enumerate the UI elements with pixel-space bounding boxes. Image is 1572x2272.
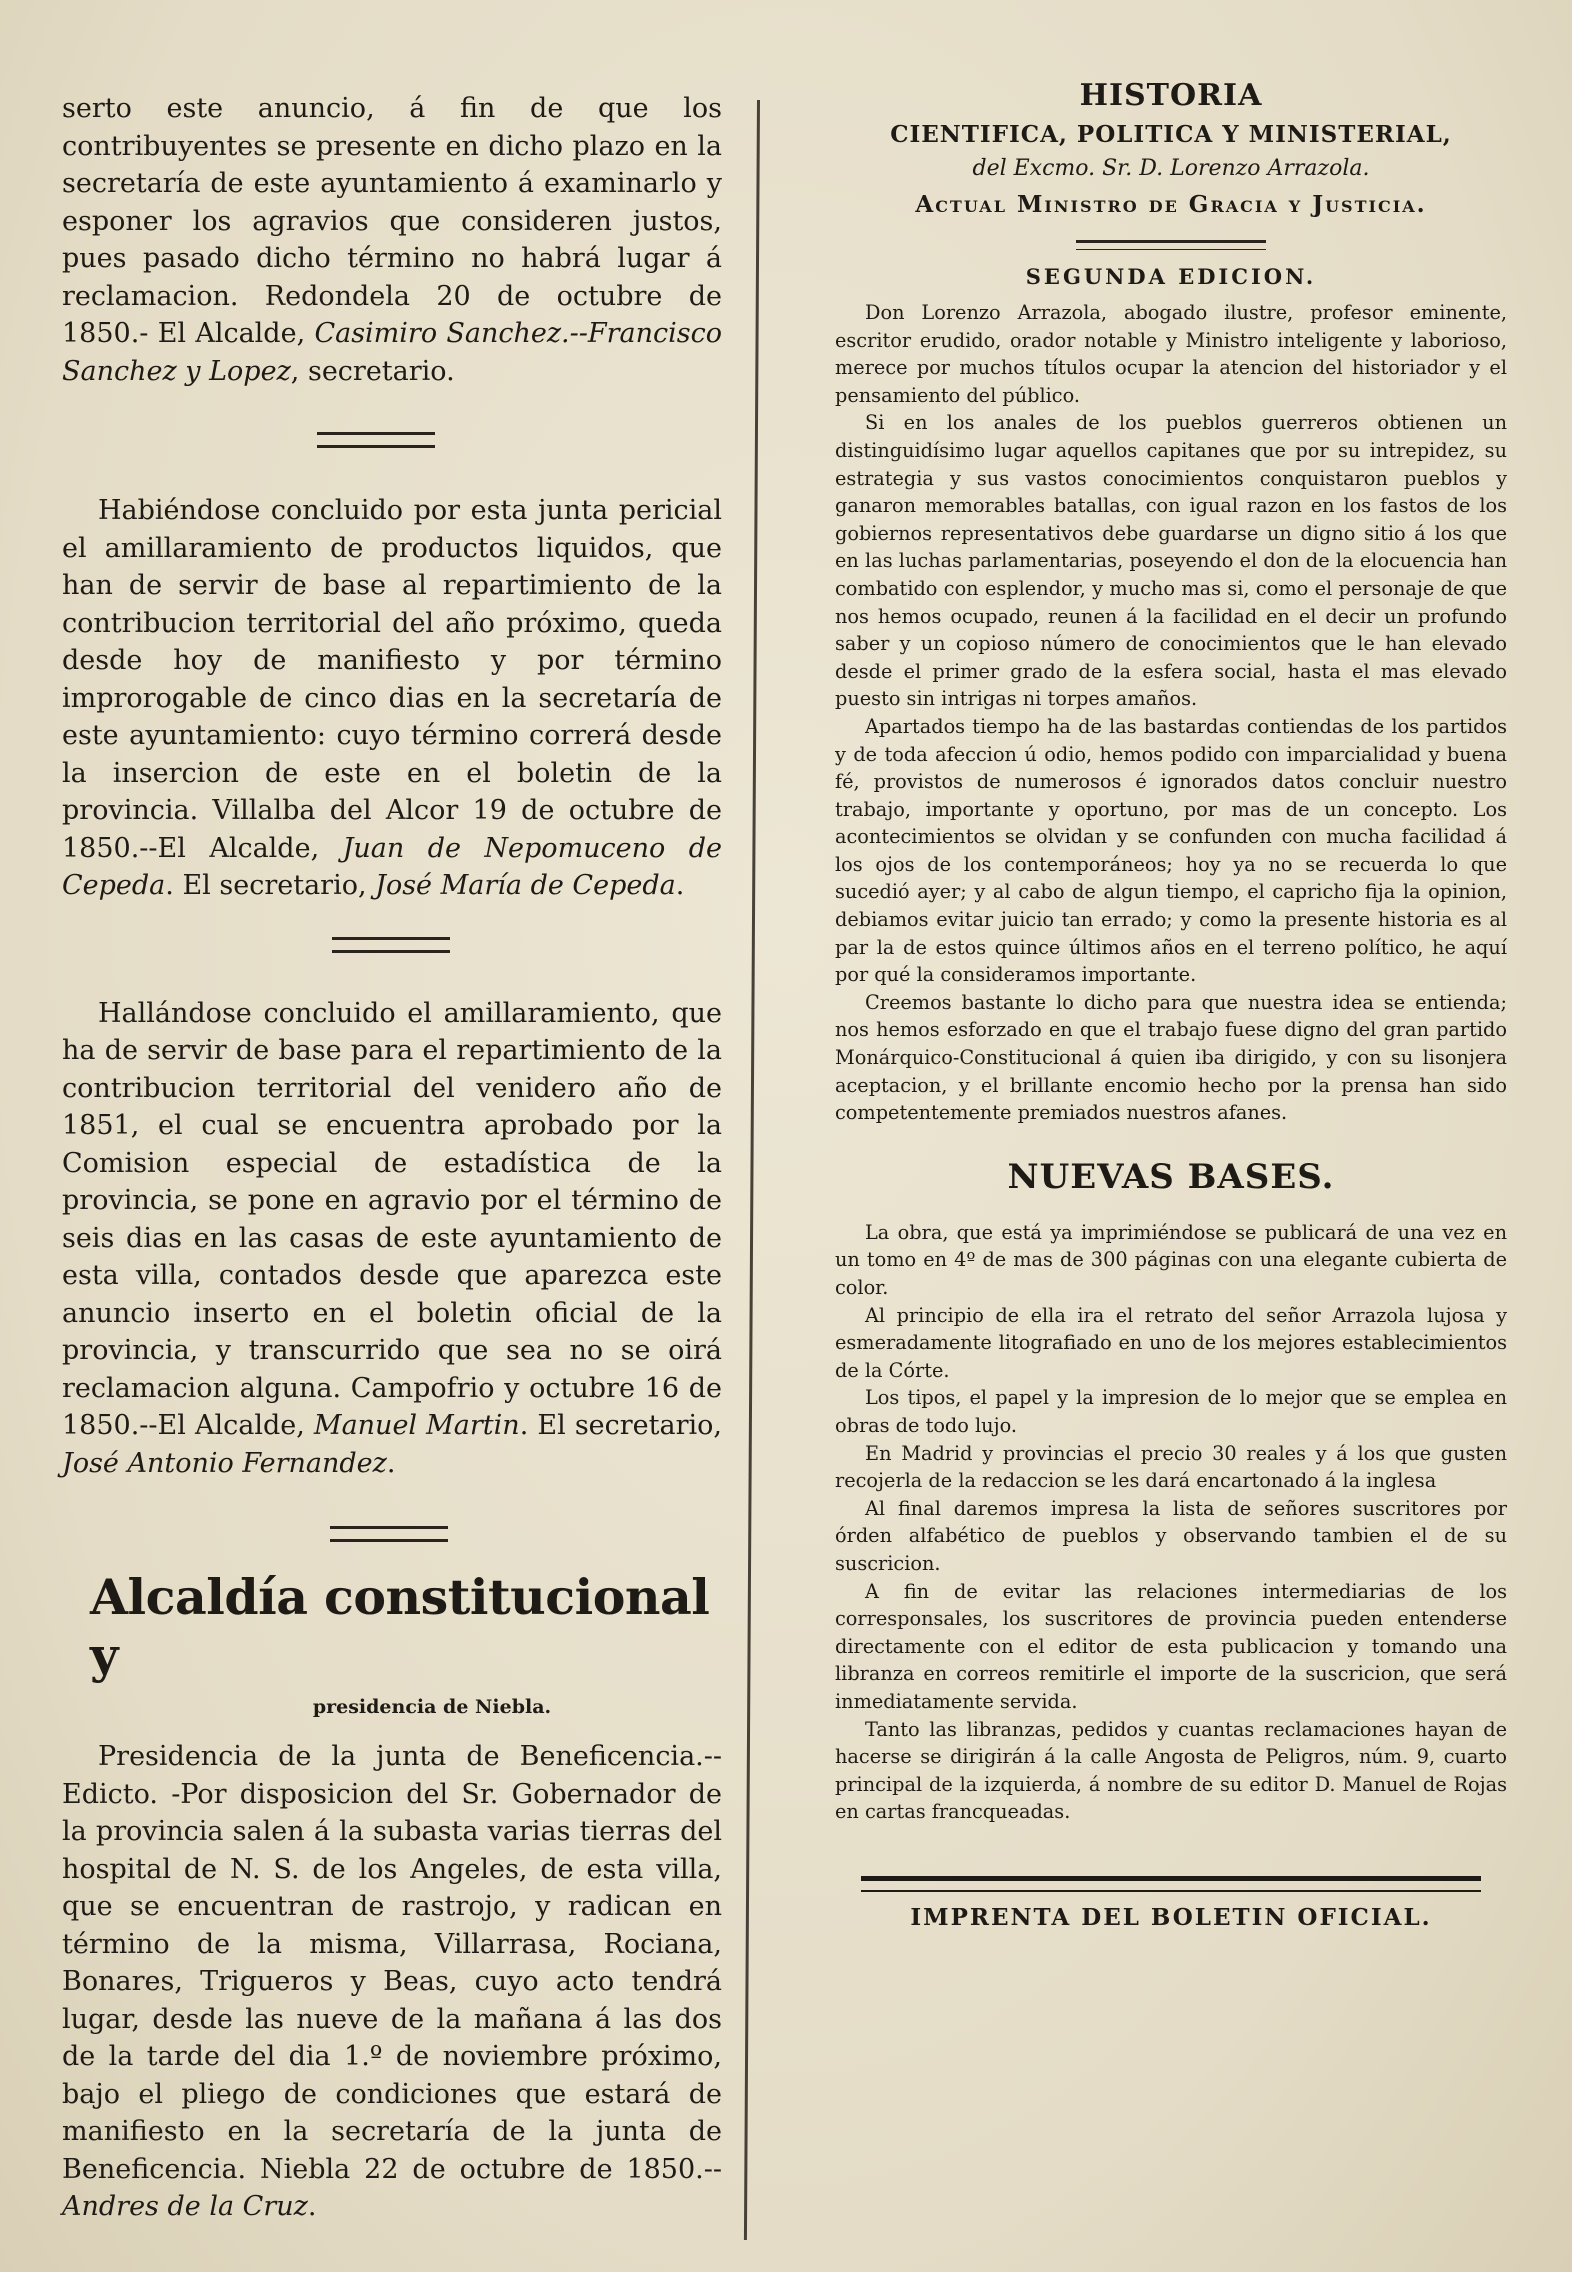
bases-paragraph: A fin de evitar las relaciones intermediarias de los corresponsales, los suscritores de provincia pueden entenderse directamente con el editor de esta publicacion y tomando una libranza en correos remitirle el importe de la suscricion, que será inmediatamente servida. xyxy=(835,1579,1507,1713)
ad-subtitle: CIENTIFICA, POLITICA Y MINISTERIAL, xyxy=(890,121,1452,148)
right-column xyxy=(835,78,1507,1931)
printer-imprint: IMPRENTA DEL BOLETIN OFICIAL. xyxy=(910,1903,1432,1931)
ad-paragraph: Apartados tiempo ha de las bastardas contiendas de los partidos y de toda afeccion ú odio, hemos podido con imparcialidad y buena fé, provistos de numerosos é ignorados datos concluir nuestro trabajo, importante y oportuno, por mas de un concepto. Los acontecimientos se olvidan y se confunden con mucha facilidad á los ojos de los contemporáneos; hoy ya no se recuerda lo que sucedió ayer; y al cabo de algun tiempo, el capricho fija la opinion, debiamos evitar juicio tan errado; y como la presente historia es al par la de estos quince últimos años en el terreno político, he aquí por qué la consideramos importante. xyxy=(835,714,1507,987)
edition-heading: SEGUNDA EDICION. xyxy=(1025,264,1317,289)
bases-paragraph: En Madrid y provincias el precio 30 reales y á los que gusten recojerla de la redaccion se les dará encartonado á la inglesa xyxy=(835,1441,1507,1493)
signature-name: Casimiro Sanchez.--Francisco Sanchez y Lopez xyxy=(62,318,723,387)
notice-niebla: Presidencia de la junta de Beneficencia.--Edicto. -Por disposicion del Sr. Gobernador de la provincia salen á la subasta varias tierras del hospital de N. S. de los Angeles, de esta villa, que se encuentran de rastrojo, y radican en término de la misma, Villarrasa, Rociana, Bonares, Trigueros y Beas, cuyo acto tendrá lugar, desde las nueve de la mañana á las dos de la tarde del dia 1.º de noviembre próximo, bajo el pliego de condiciones que estará de manifiesto en la secretaría de la junta de Beneficencia. Niebla 22 de octubre de 1850.--Andres de la Cruz. xyxy=(62,1741,722,2222)
bases-heading: NUEVAS BASES. xyxy=(1007,1156,1335,1197)
notice-campofrio: Hallándose concluido el amillaramiento, que ha de servir de base para el repartimiento de la contribucion territorial del venidero año de 1851, el cual se encuentra aprobado por la Comision especial de estadística de la provincia, se pone en agravio por el término de seis dias en las casas de este ayuntamiento de esta villa, contados desde que aparezca este anuncio inserto en el boletin oficial de la provincia, y transcurrido que sea no se oirá reclamacion alguna. Campofrio y octubre 16 de 1850.--El Alcalde, Manuel Martin. El secretario, José Antonio Fernandez. xyxy=(62,997,722,1479)
ad-author: del Excmo. Sr. D. Lorenzo Arrazola. xyxy=(972,156,1370,181)
column-divider xyxy=(744,100,760,2240)
signature-name: Juan de Nepomuceno de Cepeda xyxy=(62,832,722,901)
ad-title: HISTORIA xyxy=(1079,78,1263,113)
signature-name: Manuel Martin xyxy=(313,1410,520,1441)
ad-author-role: Actual Ministro de Gracia y Justicia. xyxy=(915,191,1427,218)
ad-paragraph: Si en los anales de los pueblos guerreros obtienen un distinguidísimo lugar aquellos capitanes que por su intrepidez, su estrategia y sus vastos conocimientos conquistaron pueblos y ganaron memorables batallas, con igual razon en los fastos de los gobiernos representativos debe guardarse un digno sitio á los que en las luchas parlamentarias, poseyendo el don de la elocuencia han combatido con esplendor, y mucho mas si, como el personaje de que nos hemos ocupado, reunen á la facilidad en el decir un profundo saber y un copioso número de conocimientos que le han elevado desde el primer grado de la esfera social, hasta el mas elevado puesto sin intrigas ni torpes amaños. xyxy=(835,411,1507,711)
bases-paragraph: Tanto las libranzas, pedidos y cuantas reclamaciones hayan de hacerse se dirigirán á la calle Angosta de Peligros, núm. 9, cuarto principal de la izquierda, á nombre de su editor D. Manuel de Rojas en cartas francqueadas. xyxy=(835,1717,1507,1824)
signature-name: Andres de la Cruz xyxy=(62,2191,308,2222)
separator-rule xyxy=(1076,240,1266,250)
footer-rule xyxy=(861,1876,1481,1892)
separator-rule xyxy=(317,432,435,448)
notice-redondela: serto este anuncio, á fin de que los contribuyentes se presente en dicho plazo en la secretaría de este ayuntamiento á examinarlo y esponer los agravios que consideren justos, pues pasado dicho término no habrá lugar á reclamacion. Redondela 20 de octubre de 1850.- El Alcalde, Casimiro Sanchez.--Francisco Sanchez y Lopez, secretario. xyxy=(62,93,723,387)
ad-paragraph: Creemos bastante lo dicho para que nuestra idea se entienda; nos hemos esforzado en que el trabajo fuese digno del gran partido Monárquico-Constitucional á quien iba dirigido, y con su lisonjera aceptacion, y el brillante encomio hecho por la prensa han sido competentemente premiados nuestros afanes. xyxy=(835,990,1507,1125)
left-column xyxy=(62,90,722,2226)
bases-body xyxy=(835,1219,1507,1826)
section-title: Alcaldía constitucional y xyxy=(90,1568,710,1684)
ad-body xyxy=(835,299,1507,1127)
bases-paragraph: Al final daremos impresa la lista de señores suscritores por órden alfabético de pueblos y observando tambien el de su suscricion. xyxy=(835,1496,1507,1575)
separator-rule xyxy=(332,937,450,953)
signature-name: José María de Cepeda xyxy=(375,870,676,901)
signature-name: José Antonio Fernandez xyxy=(62,1447,387,1479)
notice-villalba: Habiéndose concluido por esta junta pericial el amillaramiento de productos liquidos, que han de servir de base al repartimiento de la contribucion territorial del año próximo, queda desde hoy de manifiesto y por término improrogable de cinco dias en la secretaría de este ayuntamiento: cuyo término correrá desde la insercion de este en el boletin de la provincia. Villalba del Alcor 19 de octubre de 1850.--El Alcalde, Juan de Nepomuceno de Cepeda. El secretario, José María de Cepeda. xyxy=(62,495,722,901)
bases-paragraph: Los tipos, el papel y la impresion de lo mejor que se emplea en obras de todo lujo. xyxy=(835,1386,1507,1437)
section-subtitle: presidencia de Niebla. xyxy=(312,1696,552,1718)
bases-paragraph: La obra, que está ya imprimiéndose se publicará de una vez en un tomo en 4º de mas de 300 páginas con una elegante cubierta de color. xyxy=(835,1220,1507,1299)
ad-paragraph: Don Lorenzo Arrazola, abogado ilustre, profesor eminente, escritor erudido, orador notable y Ministro inteligente y laborioso, merece por muchos títulos ocupar la atencion del historiador y el pensamiento del público. xyxy=(835,301,1507,407)
separator-rule xyxy=(330,1526,448,1542)
bases-paragraph: Al principio de ella ira el retrato del señor Arrazola lujosa y esmeradamente litografiado en uno de los mejores establecimientos de la Córte. xyxy=(835,1303,1507,1382)
